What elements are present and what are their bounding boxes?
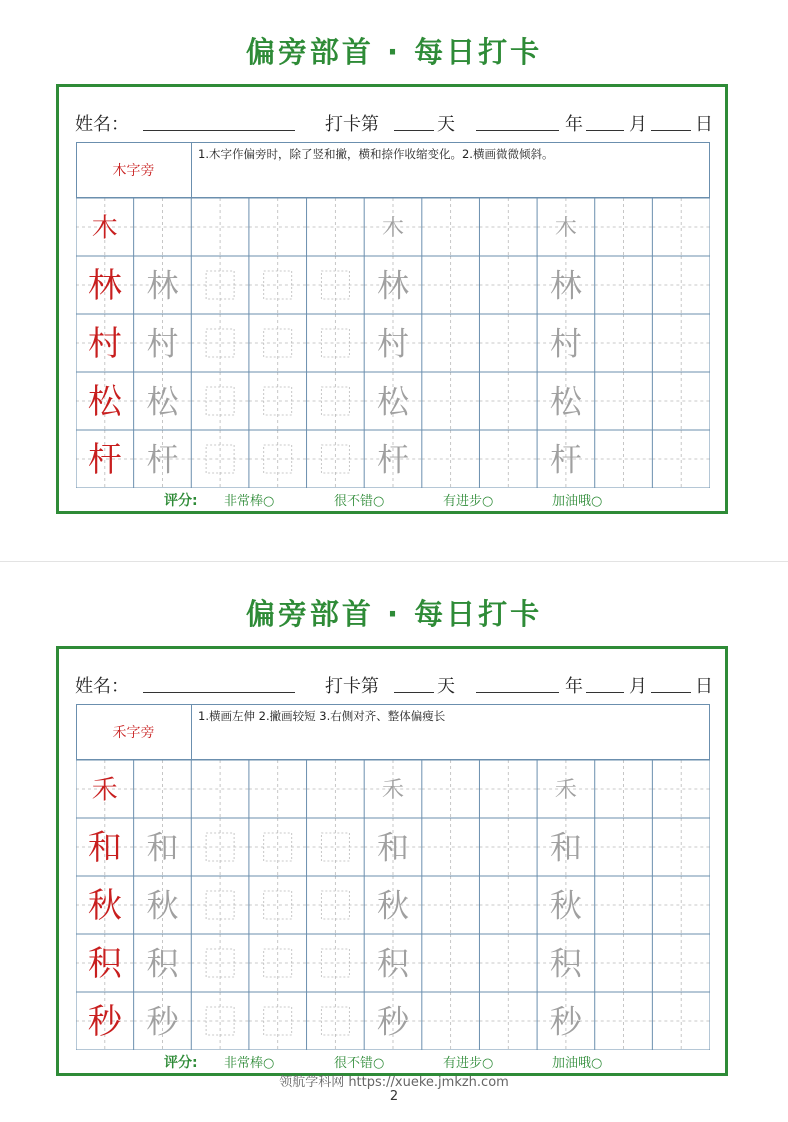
radical-label: 禾字旁 <box>112 725 155 741</box>
name-label: 姓名： <box>75 676 129 697</box>
day-label: 打卡第 <box>325 676 379 697</box>
trace-char: 松 <box>376 382 410 421</box>
trace-char: 杆 <box>146 440 179 479</box>
name-label: 姓名： <box>75 114 129 135</box>
trace-char: 松 <box>549 382 582 421</box>
trace-char: 和 <box>549 828 582 867</box>
info-line <box>75 672 715 702</box>
trace-char: 秒 <box>146 1002 179 1041</box>
rating-label: 评分: <box>164 493 198 509</box>
radical-trace: 木 <box>381 215 405 241</box>
model-char: 杆 <box>87 440 122 481</box>
practice-card-1 <box>0 0 788 540</box>
trace-char: 林 <box>376 266 410 305</box>
writing-tip: 1.横画左伸 2.撇画较短 3.右侧对齐、整体偏瘦长 <box>198 709 446 723</box>
header-divider <box>191 704 192 760</box>
rating-row <box>0 490 788 512</box>
rating-option[interactable]: 很不错○ <box>334 494 385 509</box>
month-label: 月 <box>629 114 647 135</box>
trace-char: 积 <box>146 944 179 983</box>
name-field[interactable] <box>143 130 295 131</box>
date-label: 日 <box>695 114 713 135</box>
model-char: 村 <box>87 324 122 365</box>
day-suffix: 天 <box>437 114 455 135</box>
trace-char: 村 <box>549 324 582 363</box>
trace-char: 林 <box>146 266 179 305</box>
trace-char: 秒 <box>549 1002 582 1041</box>
trace-char: 林 <box>549 266 582 305</box>
model-char: 积 <box>87 944 122 985</box>
day-field[interactable] <box>394 692 434 693</box>
trace-char: 和 <box>376 828 410 867</box>
info-line <box>75 110 715 140</box>
trace-char: 秋 <box>549 886 582 925</box>
day-label: 打卡第 <box>325 114 379 135</box>
practice-card-2 <box>0 562 788 1102</box>
trace-char: 杆 <box>549 440 582 479</box>
model-char: 和 <box>87 828 122 869</box>
radical-trace: 木 <box>554 215 577 241</box>
radical-trace: 禾 <box>381 777 405 803</box>
year-label: 年 <box>565 676 583 697</box>
year-field[interactable] <box>476 692 559 693</box>
model-char: 松 <box>87 382 122 423</box>
trace-char: 杆 <box>376 440 410 479</box>
rating-option[interactable]: 很不错○ <box>334 1056 385 1071</box>
month-field[interactable] <box>586 130 624 131</box>
day-suffix: 天 <box>437 676 455 697</box>
rating-option[interactable]: 有进步○ <box>443 494 494 509</box>
trace-char: 秋 <box>146 886 179 925</box>
practice-grid[interactable] <box>76 760 710 1050</box>
date-field[interactable] <box>651 130 691 131</box>
trace-char: 和 <box>146 828 179 867</box>
radical-char: 禾 <box>91 775 118 806</box>
footer-site: 领航学科网 https://xueke.jmkzh.com <box>279 1075 509 1090</box>
name-field[interactable] <box>143 692 295 693</box>
card-title: 偏旁部首 · 每日打卡 <box>245 35 543 69</box>
rating-option[interactable]: 非常棒○ <box>224 494 275 509</box>
page-number: 2 <box>389 1089 399 1104</box>
trace-char: 积 <box>549 944 582 983</box>
rating-option[interactable]: 加油哦○ <box>552 1056 603 1071</box>
trace-char: 积 <box>376 944 410 983</box>
writing-tip: 1.木字作偏旁时，除了竖和撇，横和捺作收缩变化。2.横画微微倾斜。 <box>198 147 554 161</box>
rating-option[interactable]: 非常棒○ <box>224 1056 275 1071</box>
card-title: 偏旁部首 · 每日打卡 <box>245 597 543 631</box>
year-label: 年 <box>565 114 583 135</box>
trace-char: 村 <box>146 324 179 363</box>
model-char: 秒 <box>87 1002 122 1043</box>
radical-trace: 禾 <box>554 777 577 803</box>
model-char: 秋 <box>87 886 122 927</box>
rating-option[interactable]: 加油哦○ <box>552 494 603 509</box>
year-field[interactable] <box>476 130 559 131</box>
date-label: 日 <box>695 676 713 697</box>
trace-char: 秒 <box>376 1002 410 1041</box>
trace-char: 村 <box>376 324 410 363</box>
month-label: 月 <box>629 676 647 697</box>
radical-label: 木字旁 <box>112 163 155 179</box>
rating-label: 评分: <box>164 1055 198 1071</box>
practice-grid[interactable] <box>76 198 710 488</box>
rating-option[interactable]: 有进步○ <box>443 1056 494 1071</box>
trace-char: 秋 <box>376 886 410 925</box>
month-field[interactable] <box>586 692 624 693</box>
trace-char: 松 <box>146 382 179 421</box>
day-field[interactable] <box>394 130 434 131</box>
header-divider <box>191 142 192 198</box>
radical-char: 木 <box>91 213 118 244</box>
model-char: 林 <box>87 266 122 307</box>
date-field[interactable] <box>651 692 691 693</box>
